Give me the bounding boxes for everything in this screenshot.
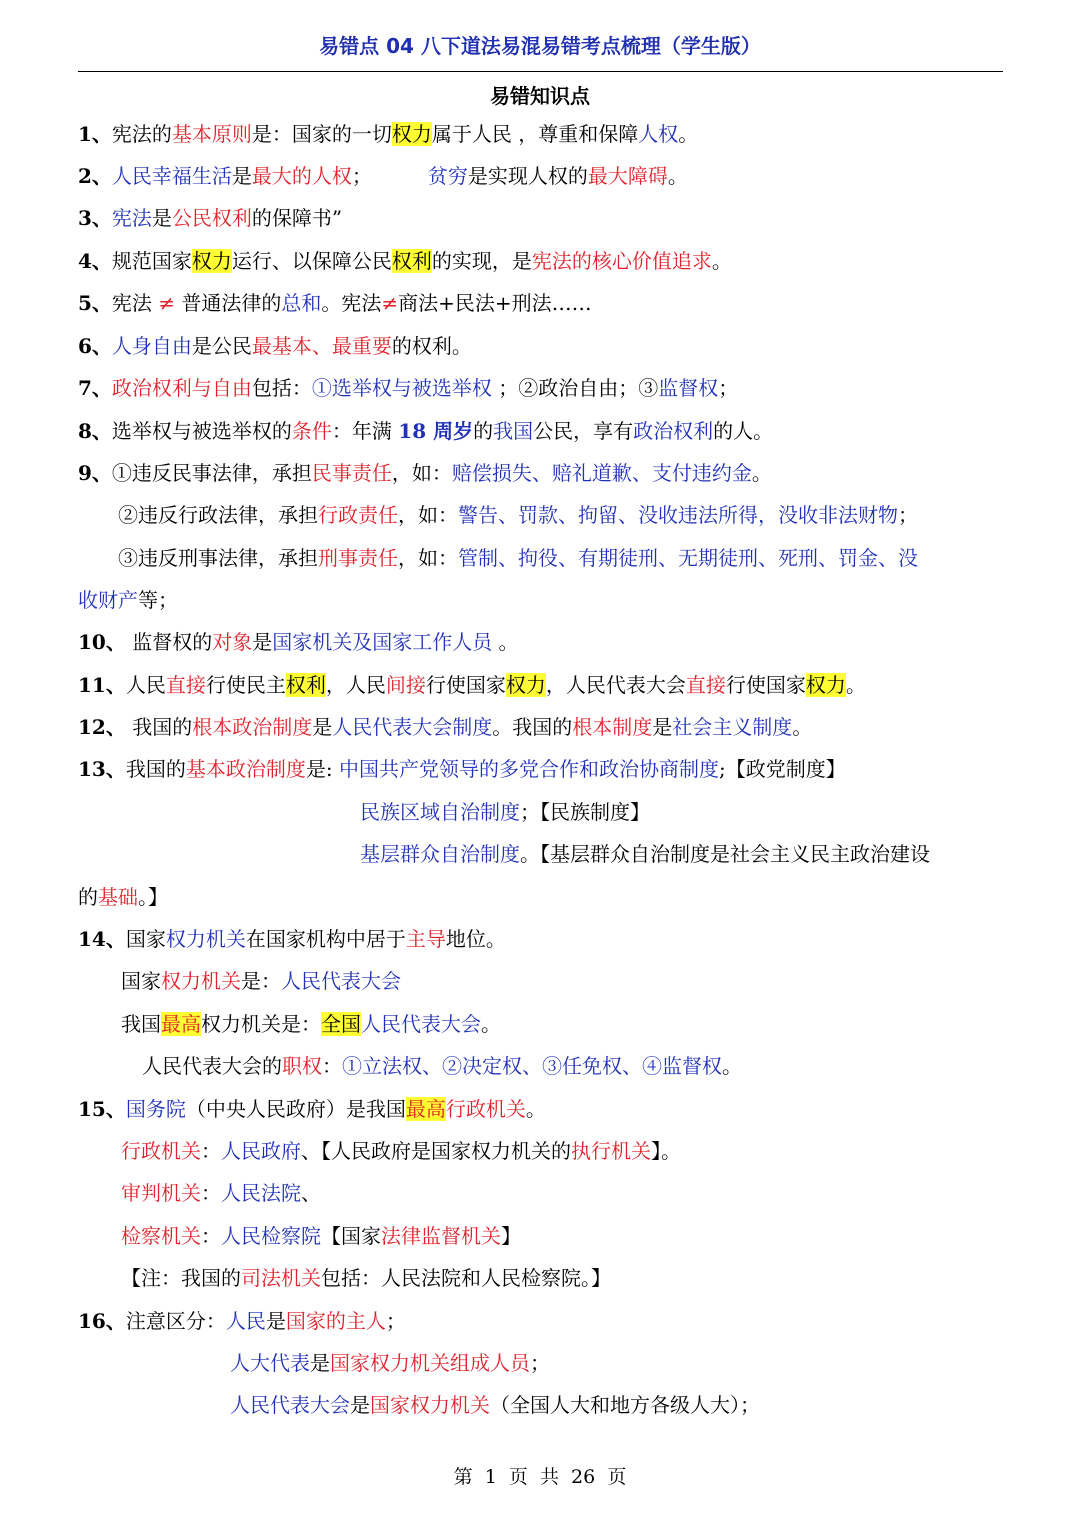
item-15-note: 【注：我国的司法机关包括：人民法院和人民检察院。】: [121, 1266, 611, 1290]
item-16-deputies: 人大代表是国家权力机关组成人员；: [230, 1351, 550, 1375]
item-6: 6、人身自由是公民最基本、最重要的权利。: [78, 334, 472, 358]
item-8: 8、选举权与被选举权的条件：年满 18 周岁的我国公民，享有政治权利的人。: [78, 419, 774, 443]
item-9-administrative: ②违反行政法律，承担行政责任，如：警告、罚款、拘留、没收违法所得，没收非法财物；: [118, 503, 918, 527]
item-16: 16、注意区分：人民是国家的主人；: [78, 1309, 406, 1333]
item-5: 5、宪法 ≠ 普通法律的总和。宪法≠商法+民法+刑法……: [78, 291, 592, 315]
page-header-title: 易错点 04 八下道法易混易错考点梳理（学生版）: [319, 34, 761, 58]
item-12: 12、 我国的根本政治制度是人民代表大会制度。我国的根本制度是社会主义制度。: [78, 715, 813, 739]
item-4: 4、规范国家权力运行、以保障公民权利的实现，是宪法的核心价值追求。: [78, 249, 732, 273]
item-13: 13、我国的基本政治制度是: 中国共产党领导的多党合作和政治协商制度;【政党制度】: [78, 757, 846, 781]
item-10: 10、 监督权的对象是国家机关及国家工作人员 。: [78, 630, 519, 654]
item-14-powers: 人民代表大会的职权：①立法权、②决定权、③任免权、④监督权。: [142, 1054, 742, 1078]
item-13-continued: 的基础。】: [78, 885, 168, 909]
page-number: 第 1 页 共 26 页: [453, 1466, 627, 1488]
item-13-grassroots: 基层群众自治制度。【基层群众自治制度是社会主义民主政治建设: [360, 842, 930, 866]
item-3: 3、宪法是公民权利的保障书”: [78, 206, 343, 230]
item-14-highest: 我国最高权力机关是：全国人民代表大会。: [121, 1012, 501, 1036]
item-11: 11、人民直接行使民主权利，人民间接行使国家权力，人民代表大会直接行使国家权力。: [78, 673, 866, 697]
header-divider: [78, 71, 1003, 72]
item-1: 1、宪法的基本原则是：国家的一切权力属于人民 ，尊重和保障人权。: [78, 122, 699, 146]
item-9: 9、①违反民事法律，承担民事责任，如：赔偿损失、赔礼道歉、支付违约金。: [78, 461, 772, 485]
item-15-procuratorial: 检察机关：人民检察院【国家法律监督机关】: [121, 1224, 521, 1248]
item-16-congress: 人民代表大会是国家权力机关（全国人大和地方各级人大）；: [230, 1393, 760, 1417]
item-2: 2、人民幸福生活是最大的人权； 贫穷是实现人权的最大障碍。: [78, 164, 688, 188]
item-9-continued: 收财产等；: [78, 588, 178, 612]
section-subtitle: 易错知识点: [490, 84, 590, 108]
item-15: 15、国务院（中央人民政府）是我国最高行政机关。: [78, 1097, 546, 1121]
item-9-criminal: ③违反刑事法律，承担刑事责任，如：管制、拘役、有期徒刑、无期徒刑、死刑、罚金、没: [118, 546, 918, 570]
item-14: 14、国家权力机关在国家机构中居于主导地位。: [78, 927, 506, 951]
item-14-organ: 国家权力机关是：人民代表大会: [121, 969, 401, 993]
item-15-judicial: 审判机关：人民法院、: [121, 1181, 321, 1205]
item-15-administrative: 行政机关：人民政府、【人民政府是国家权力机关的执行机关】。: [121, 1139, 681, 1163]
item-13-ethnic: 民族区域自治制度；【民族制度】: [360, 800, 650, 824]
item-7: 7、政治权利与自由包括：①选举权与被选举权 ；②政治自由；③监督权；: [78, 376, 739, 400]
